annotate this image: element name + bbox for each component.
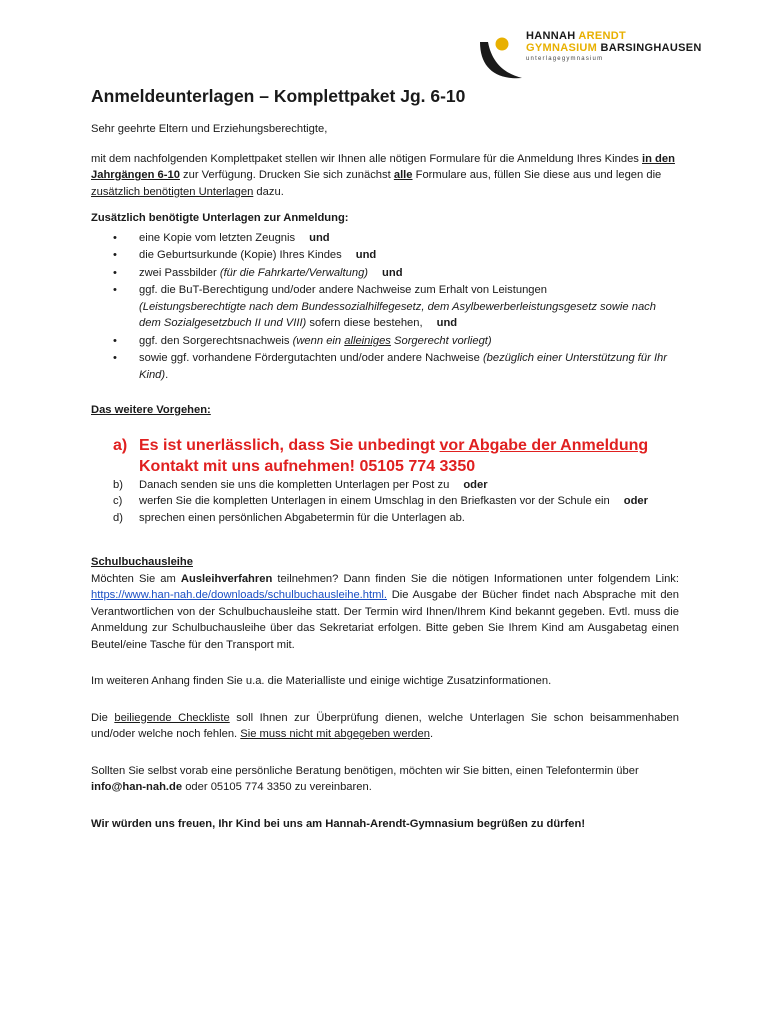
schulbuch-link[interactable]: https://www.han-nah.de/downloads/schulbuchausleihe.html.	[91, 589, 388, 601]
greeting: Sehr geehrte Eltern und Erziehungsberechtigte,	[91, 123, 328, 135]
schulbuch-heading: Schulbuchausleihe	[91, 556, 193, 568]
schulbuch-paragraph: Möchten Sie am Ausleihverfahren teilnehmen? Dann finden Sie die nötigen Informationen unter folgendem Link: https://www.han-nah.de/downloads/schulbuchausleihe.html. Die Ausgabe der Bücher findet nach Absprache mit den Verantwortlichen von der Schulbuchausleihe statt. Der Termin wird Ihnen/Ihrem Kind bekannt gegeben. Evtl. muss die Anmeldung zur Schulbuchausleihe über das Sekretariat erfolgen. Bitte geben Sie Ihrem Kind am Ausgabetag einen Beutel/eine Tasche für den Transport mit.	[91, 572, 679, 651]
closing-sentence: Wir würden uns freuen, Ihr Kind bei uns am Hannah-Arendt-Gymnasium begrüßen zu dürfen!	[91, 817, 586, 830]
checkliste-paragraph: Die beiliegende Checkliste soll Ihnen zur Überprüfung dienen, welche Unterlagen Sie schon beisammenhaben und/oder welche noch fehlen. Sie muss nicht mit abgegeben werden.	[91, 711, 679, 740]
list-item: • ggf. die BuT-Berechtigung und/oder andere Nachweise zum Erhalt von Leistungen (Leistungsberechtigte nach dem Bundessozialhilfegesetz, dem Asylbewerberleistungsgesetz sowie nach dem Sozialgesetzbuch II und VIII) sofern diese bestehen, und	[113, 284, 656, 329]
procedure-steps	[91, 435, 679, 527]
list-item: • sowie ggf. vorhandene Fördergutachten und/oder andere Nachweise (bezüglich einer Unterstützung für Ihr Kind).	[113, 352, 668, 381]
beratung-paragraph: Sollten Sie selbst vorab eine persönliche Beratung benötigen, möchten wir Sie bitten, einen Telefontermin über info@han-nah.de oder 05105 774 3350 zu vereinbaren.	[91, 764, 639, 793]
school-logo	[476, 28, 702, 88]
list-item: • zwei Passbilder (für die Fahrkarte/Verwaltung) und	[113, 266, 403, 279]
required-docs-list	[91, 230, 679, 384]
step-d: d) sprechen einen persönlichen Abgabetermin für die Unterlagen ab.	[113, 511, 465, 524]
procedure-heading: Das weitere Vorgehen:	[91, 404, 211, 416]
step-b: b) Danach senden sie uns die kompletten Unterlagen per Post zu oder	[113, 478, 488, 491]
document-body	[91, 84, 679, 832]
email-link[interactable]: info@han-nah.de	[91, 781, 183, 793]
step-a: a) Es ist unerlässlich, dass Sie unbedingt vor Abgabe der Anmeldung Kontakt mit uns aufnehmen! 05105 774 3350	[113, 436, 649, 475]
page-title: Anmeldeunterlagen – Komplettpaket Jg. 6-10	[91, 86, 466, 106]
logo-line-2: GYMNASIUM BARSINGHAUSEN	[526, 42, 702, 54]
list-item: • die Geburtsurkunde (Kopie) Ihres Kindes und	[113, 249, 377, 261]
step-c: c) werfen Sie die kompletten Unterlagen in einem Umschlag in den Briefkasten vor der Schule ein oder	[113, 495, 648, 507]
logo-emblem-icon	[476, 28, 526, 88]
intro-paragraph: mit dem nachfolgenden Komplettpaket stellen wir Ihnen alle nötigen Formulare für die Anmeldung Ihres Kindes in den Jahrgängen 6-10 zur Verfügung. Drucken Sie sich zunächst alle Formulare aus, füllen Sie diese aus und legen die zusätzlich benötigten Unterlagen dazu.	[91, 152, 675, 198]
anhang-paragraph: Im weiteren Anhang finden Sie u.a. die Materialliste und einige wichtige Zusatzinformationen.	[91, 675, 552, 687]
logo-tagline: unterlagegymnasium	[526, 56, 604, 62]
list-item: • eine Kopie vom letzten Zeugnis und	[113, 231, 330, 244]
required-docs-heading: Zusätzlich benötigte Unterlagen zur Anmeldung:	[91, 212, 349, 224]
list-item: • ggf. den Sorgerechtsnachweis (wenn ein alleiniges Sorgerecht vorliegt)	[113, 334, 492, 347]
logo-line-1: HANNAH ARENDT	[526, 30, 627, 42]
